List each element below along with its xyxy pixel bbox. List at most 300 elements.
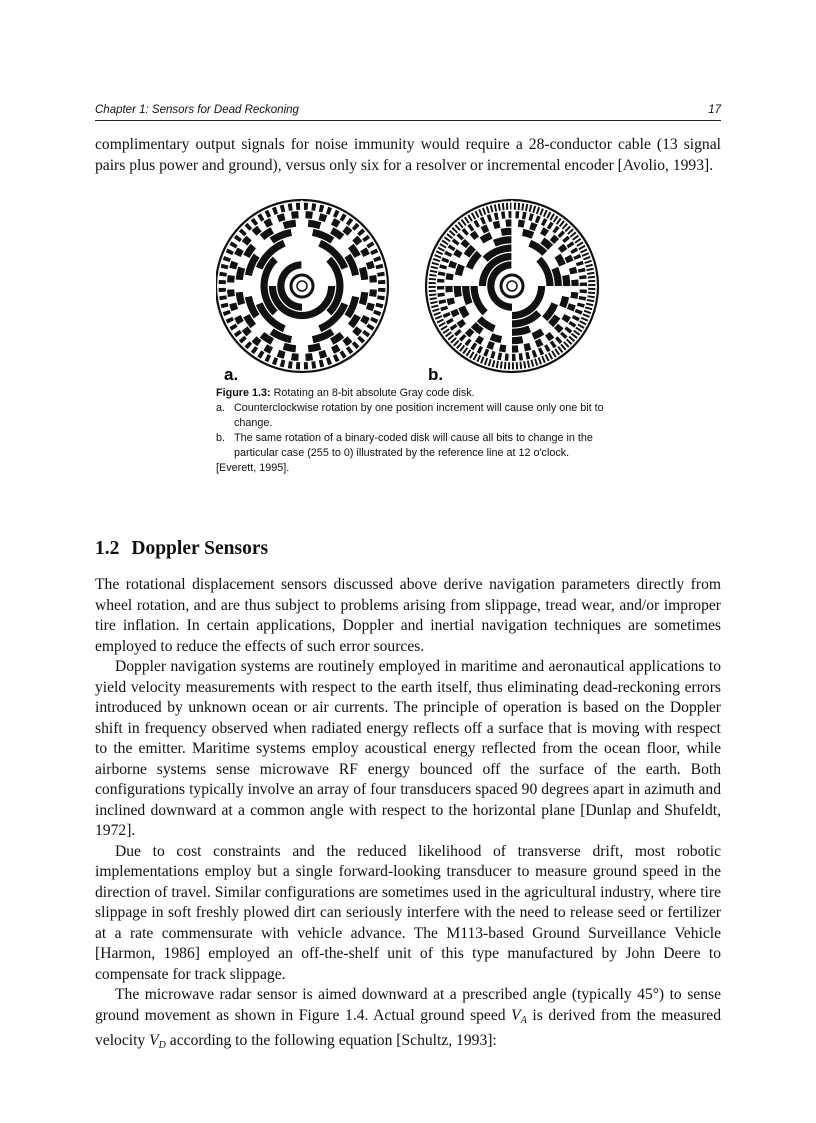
- code-track-segment: [538, 357, 542, 364]
- code-track-segment: [516, 362, 518, 369]
- caption-title-line: [216, 386, 616, 401]
- code-track-segment: [430, 297, 437, 300]
- section-body: [95, 575, 721, 1057]
- caption-item-b: [216, 431, 616, 461]
- caption-item-b-marker: b.: [216, 432, 226, 444]
- code-track-segment: [234, 247, 244, 257]
- code-track-segment: [288, 203, 293, 211]
- code-track-segment: [470, 342, 477, 350]
- code-track-segment: [585, 264, 592, 268]
- code-track-segment: [493, 221, 501, 229]
- code-track-segment: [480, 356, 484, 363]
- code-track-segment: [535, 215, 541, 223]
- paragraph-1: The rotational displacement sensors discussed above derive navigation parameters directly from wheel rotation, and are thus subject to problems arising from slippage, tread wear, and/or improper tire inflation. In certain applications, Doppler and inertial navigation techniques are sometimes employed to reduce the effects of such error sources.: [95, 576, 721, 655]
- code-track-segment: [333, 354, 340, 362]
- code-track-segment: [568, 321, 576, 328]
- page-number: 17: [708, 104, 721, 116]
- code-track-segment: [360, 315, 370, 325]
- code-track-segment: [490, 333, 502, 343]
- code-track-segment: [448, 244, 456, 251]
- code-track-segment: [558, 244, 567, 253]
- code-track-segment: [219, 272, 227, 277]
- code-track-segment: [311, 203, 316, 211]
- code-track-segment: [445, 286, 452, 293]
- code-track-segment: [512, 354, 516, 361]
- code-track-segment: [440, 306, 448, 312]
- paragraph-4-part-1: The microwave radar sensor is aimed downward at a prescribed angle (typically 45°) to sense ground movement as shown in Figure 1.4. Actual ground speed: [95, 986, 721, 1024]
- code-track-segment: [578, 245, 585, 250]
- code-track-segment: [512, 345, 519, 352]
- code-track-segment: [561, 314, 570, 323]
- code-track-segment: [475, 211, 480, 218]
- code-track-segment: [446, 273, 454, 280]
- code-track-segment: [291, 211, 299, 219]
- code-track-segment: [429, 274, 436, 277]
- code-track-segment: [450, 324, 458, 331]
- code-track-segment: [476, 355, 481, 362]
- code-track-segment: [296, 362, 300, 369]
- code-track-segment: [523, 361, 526, 368]
- code-track-segment: [587, 295, 594, 298]
- code-track-segment: [283, 220, 297, 229]
- code-track-segment: [431, 305, 438, 309]
- code-track-segment: [308, 343, 322, 352]
- code-track-segment: [564, 255, 573, 264]
- code-track-segment: [541, 356, 546, 363]
- code-track-segment: [434, 254, 441, 258]
- section-heading: [95, 538, 268, 560]
- code-track-segment: [229, 324, 237, 331]
- code-track-segment: [554, 254, 565, 267]
- code-track-segment: [331, 344, 341, 354]
- code-track-segment: [223, 256, 231, 262]
- code-track-segment: [251, 218, 258, 226]
- velocity-a-symbol: V: [511, 1006, 521, 1024]
- code-track-segment: [437, 286, 444, 290]
- code-track-segment: [519, 353, 523, 361]
- code-track-segment: [518, 220, 525, 228]
- code-track-segment: [560, 332, 568, 339]
- code-track-segment: [569, 267, 577, 275]
- code-track-segment: [437, 279, 444, 283]
- code-track-segment: [229, 241, 237, 248]
- code-track-segment: [219, 280, 226, 284]
- code-track-segment: [305, 353, 313, 361]
- code-track-segment: [277, 350, 286, 359]
- code-track-segment: [244, 223, 252, 231]
- code-track-segment: [475, 335, 484, 344]
- code-track-segment: [431, 266, 438, 270]
- code-track-segment: [473, 220, 480, 228]
- code-track-segment: [481, 224, 490, 233]
- code-track-segment: [512, 362, 514, 369]
- code-track-segment: [437, 293, 445, 297]
- code-track-segment: [377, 295, 385, 300]
- code-track-segment: [359, 292, 368, 306]
- code-track-segment: [263, 218, 273, 228]
- code-track-segment: [433, 258, 440, 262]
- code-track-segment: [377, 272, 385, 277]
- code-track-segment: [480, 232, 493, 243]
- code-track-segment: [573, 254, 581, 260]
- code-track-segment: [522, 212, 527, 220]
- disk-hub-center: [297, 281, 307, 291]
- code-track-segment: [544, 344, 551, 352]
- code-track-segment: [219, 295, 227, 300]
- code-track-segment: [362, 330, 370, 337]
- code-track-segment: [477, 346, 483, 354]
- code-track-segment: [577, 302, 585, 307]
- code-track-segment: [497, 353, 502, 361]
- code-track-segment: [455, 264, 465, 276]
- code-track-segment: [236, 267, 245, 281]
- code-track-segment: [543, 210, 548, 217]
- code-track-segment: [234, 330, 242, 337]
- code-track-segment: [429, 278, 436, 281]
- code-track-segment: [504, 362, 507, 369]
- code-track-segment: [550, 213, 555, 220]
- code-track-segment: [550, 234, 559, 243]
- paragraph-4-part-3: according to the following equation [Schultz, 1993]:: [165, 1032, 497, 1049]
- code-track-segment: [446, 318, 454, 325]
- code-track-segment: [554, 324, 563, 333]
- code-track-segment: [438, 271, 446, 276]
- code-track-segment: [499, 344, 506, 352]
- code-track-segment: [576, 261, 584, 267]
- code-track-segment: [239, 336, 247, 344]
- code-track-segment: [436, 250, 443, 255]
- code-track-segment: [488, 359, 492, 366]
- code-track-segment: [444, 251, 452, 257]
- code-track-segment: [429, 282, 436, 284]
- code-track-segment: [515, 211, 519, 218]
- code-track-segment: [429, 286, 436, 288]
- code-track-segment: [501, 228, 512, 236]
- code-track-segment: [457, 319, 466, 328]
- code-track-segment: [585, 306, 592, 310]
- code-track-segment: [559, 296, 569, 308]
- code-track-segment: [525, 204, 528, 211]
- code-track-segment: [498, 204, 501, 211]
- code-track-segment: [357, 228, 365, 236]
- code-track-segment: [288, 361, 293, 369]
- code-track-segment: [219, 288, 226, 292]
- code-track-segment: [522, 229, 534, 239]
- code-track-segment: [545, 354, 550, 361]
- code-track-segment: [319, 359, 325, 367]
- code-track-segment: [552, 226, 559, 234]
- code-track-segment: [331, 218, 341, 228]
- code-track-segment: [277, 213, 286, 222]
- code-track-segment: [366, 302, 375, 311]
- code-track-segment: [518, 203, 521, 210]
- code-track-segment: [473, 353, 478, 360]
- code-track-segment: [370, 317, 378, 324]
- code-track-segment: [375, 303, 383, 309]
- code-track-segment: [226, 317, 234, 324]
- code-track-segment: [430, 301, 437, 304]
- code-track-segment: [453, 249, 462, 258]
- code-track-segment: [263, 344, 273, 354]
- code-track-segment: [265, 354, 272, 362]
- code-track-segment: [519, 362, 522, 369]
- code-track-segment: [500, 361, 503, 368]
- code-track-segment: [531, 359, 535, 366]
- code-track-segment: [429, 293, 436, 296]
- code-track-segment: [257, 213, 264, 221]
- code-track-segment: [462, 228, 469, 236]
- code-track-segment: [546, 212, 551, 219]
- code-track-segment: [239, 228, 247, 236]
- code-track-segment: [458, 306, 469, 319]
- code-track-segment: [514, 203, 516, 210]
- code-track-segment: [236, 292, 245, 306]
- code-track-segment: [521, 203, 524, 210]
- code-track-segment: [566, 241, 574, 248]
- code-track-segment: [357, 336, 365, 344]
- code-track-segment: [588, 288, 595, 290]
- code-track-segment: [534, 358, 538, 365]
- code-track-segment: [272, 207, 278, 215]
- code-track-segment: [480, 217, 486, 225]
- code-track-segment: [505, 219, 512, 226]
- code-track-segment: [496, 361, 499, 368]
- code-track-segment: [588, 292, 595, 295]
- code-track-segment: [378, 288, 385, 292]
- code-track-segment: [308, 220, 322, 229]
- code-track-segment: [346, 346, 353, 354]
- code-track-segment: [490, 351, 495, 359]
- code-track-segment: [366, 241, 374, 248]
- code-track-segment: [583, 256, 590, 260]
- code-track-segment: [470, 286, 487, 315]
- code-track-segment: [369, 289, 377, 297]
- code-track-segment: [366, 261, 375, 270]
- code-track-segment: [558, 230, 565, 238]
- code-track-segment: [305, 211, 313, 219]
- code-track-segment: [555, 336, 562, 344]
- code-track-segment: [471, 212, 476, 219]
- code-track-segment: [459, 334, 466, 342]
- code-track-segment: [501, 211, 505, 219]
- code-track-segment: [545, 332, 554, 341]
- paragraph-4-part-2: is derived from the measured velocity: [95, 1006, 721, 1049]
- paragraph-4: [95, 985, 721, 1057]
- code-track-segment: [433, 312, 440, 316]
- code-track-segment: [441, 257, 449, 263]
- code-track-segment: [443, 312, 451, 318]
- section-title: Doppler Sensors: [131, 538, 269, 559]
- code-track-segment: [587, 299, 594, 302]
- code-track-segment: [456, 233, 464, 240]
- code-track-segment: [550, 340, 557, 348]
- code-track-segment: [508, 362, 510, 369]
- code-track-segment: [223, 310, 231, 316]
- code-track-segment: [438, 299, 446, 304]
- code-track-segment: [221, 264, 229, 270]
- code-track-segment: [366, 324, 374, 331]
- code-track-segment: [227, 275, 235, 283]
- code-track-segment: [492, 360, 496, 367]
- code-track-segment: [229, 261, 238, 270]
- code-track-segment: [296, 203, 300, 210]
- code-track-segment: [580, 282, 587, 286]
- code-track-segment: [318, 213, 327, 222]
- code-track-segment: [482, 207, 486, 214]
- caption-item-a: [216, 401, 616, 431]
- code-track-segment: [536, 207, 540, 214]
- code-track-segment: [582, 313, 589, 317]
- code-track-segment: [226, 249, 234, 256]
- code-track-segment: [580, 249, 587, 254]
- code-track-segment: [562, 275, 570, 286]
- code-track-segment: [304, 203, 308, 210]
- code-track-segment: [567, 303, 576, 311]
- code-track-segment: [375, 264, 383, 270]
- code-track-segment: [562, 236, 570, 243]
- code-track-segment: [579, 275, 587, 279]
- caption-item-b-text: The same rotation of a binary-coded disk will cause all bits to change in the particular case (255 to 0) illustrated by the reference line at 12 o'clock.: [234, 432, 593, 459]
- code-track-segment: [572, 315, 580, 321]
- code-track-segment: [470, 231, 479, 240]
- code-track-segment: [265, 210, 272, 218]
- caption-citation: [Everett, 1995].: [216, 462, 290, 474]
- code-track-segment: [487, 214, 493, 222]
- caption-text: Rotating an 8-bit absolute Gray code disk.: [273, 387, 475, 399]
- code-track-segment: [447, 298, 455, 306]
- code-track-segment: [430, 270, 437, 273]
- code-track-segment: [244, 341, 252, 349]
- code-track-segment: [435, 315, 442, 320]
- code-track-segment: [539, 208, 543, 215]
- code-track-segment: [525, 352, 530, 360]
- code-track-segment: [370, 249, 378, 256]
- code-track-segment: [506, 203, 508, 210]
- code-track-segment: [432, 308, 439, 312]
- gray-code-disk-a: [216, 200, 388, 372]
- code-track-segment: [564, 326, 572, 333]
- code-track-segment: [469, 351, 474, 358]
- code-track-segment: [532, 350, 538, 358]
- code-track-segment: [280, 359, 286, 367]
- panel-b-label: b.: [428, 365, 444, 382]
- code-track-segment: [582, 252, 589, 257]
- code-track-segment: [524, 343, 532, 351]
- code-track-segment: [229, 302, 238, 311]
- code-track-segment: [439, 243, 446, 248]
- code-track-segment: [505, 354, 509, 361]
- code-track-segment: [529, 222, 537, 231]
- code-track-segment: [352, 341, 360, 349]
- panel-a-label: a.: [224, 365, 239, 382]
- binary-code-disk-b: [426, 200, 598, 372]
- code-track-segment: [588, 284, 595, 286]
- code-track-segment: [494, 204, 497, 211]
- code-track-segment: [538, 347, 544, 355]
- code-track-segment: [318, 350, 327, 359]
- code-track-segment: [454, 329, 462, 336]
- code-track-segment: [340, 213, 347, 221]
- figure-caption: [216, 386, 616, 476]
- code-track-segment: [360, 247, 370, 257]
- disk-hub-ring: [291, 275, 313, 297]
- code-track-segment: [340, 350, 347, 358]
- caption-item-a-text: Counterclockwise rotation by one position increment will cause only one bit to change.: [234, 402, 604, 429]
- code-track-segment: [467, 224, 474, 232]
- velocity-d-symbol: V: [149, 1032, 159, 1049]
- code-track-segment: [460, 239, 469, 248]
- intro-paragraph: complimentary output signals for noise immunity would require a 28-conductor cable (13 signal pairs plus power and ground), versus only six for a resolver or incremental encoder [Avolio, 1993].: [95, 136, 721, 174]
- code-track-segment: [588, 276, 595, 279]
- code-track-segment: [454, 286, 462, 297]
- code-track-segment: [512, 336, 523, 344]
- code-track-segment: [540, 227, 549, 236]
- code-track-segment: [529, 205, 533, 212]
- code-track-segment: [570, 292, 578, 299]
- running-header: [95, 102, 721, 121]
- code-track-segment: [304, 362, 308, 369]
- caption-item-a-marker: a.: [216, 402, 226, 414]
- code-track-segment: [227, 289, 235, 297]
- code-track-segment: [578, 268, 586, 273]
- code-track-segment: [438, 247, 445, 252]
- code-track-segment: [541, 218, 547, 226]
- code-track-segment: [548, 352, 553, 359]
- code-track-segment: [373, 310, 381, 316]
- gray-code-disk-figure: [216, 196, 612, 382]
- code-track-segment: [234, 315, 244, 325]
- code-track-segment: [465, 328, 474, 337]
- code-track-segment: [494, 212, 499, 220]
- code-track-segment: [580, 289, 587, 293]
- velocity-a-subscript: A: [520, 1014, 527, 1026]
- code-track-segment: [439, 264, 447, 269]
- paragraph-2: Doppler navigation systems are routinely employed in maritime and aeronautical applications to yield velocity measurements with respect to the earth itself, thus eliminating dead-reckoning errors introduced by unknown ocean or air currents. The principle of operation is based on the Doppler shift in frequency observed when radiated energy reflects off a surface that is moving with respect to the emitter. Maritime systems employ acoustical energy reflected from the ocean floor, while airborne systems sense microwave RF energy bounced off the surface of the earth. Both configurations typically involve an array of four transducers spaced 90 degrees apart in azimuth and inclined downward at a common angle with respect to the horizontal plane [Dunlap and Shufeldt, 1972].: [95, 658, 721, 839]
- code-track-segment: [586, 303, 593, 307]
- code-track-segment: [571, 279, 578, 286]
- code-track-segment: [450, 309, 459, 318]
- code-track-segment: [527, 360, 530, 367]
- code-track-segment: [532, 328, 545, 339]
- code-track-segment: [452, 238, 460, 245]
- code-track-segment: [570, 247, 578, 254]
- code-track-segment: [251, 346, 258, 354]
- code-track-segment: [359, 267, 368, 281]
- code-track-segment: [587, 272, 594, 275]
- code-track-segment: [352, 223, 360, 231]
- code-track-segment: [333, 210, 340, 218]
- code-track-segment: [486, 341, 494, 350]
- code-track-segment: [448, 260, 457, 268]
- code-track-segment: [378, 280, 385, 284]
- code-track-segment: [234, 235, 242, 242]
- code-track-segment: [579, 320, 586, 325]
- code-track-segment: [575, 309, 583, 315]
- chapter-title: Chapter 1: Sensors for Dead Reckoning: [95, 104, 299, 116]
- code-track-segment: [319, 205, 325, 213]
- code-track-segment: [581, 317, 588, 322]
- code-track-segment: [437, 319, 444, 324]
- code-track-segment: [535, 338, 544, 347]
- code-track-segment: [484, 358, 488, 365]
- code-track-segment: [221, 303, 229, 309]
- code-track-segment: [272, 357, 278, 365]
- code-track-segment: [478, 209, 483, 216]
- code-track-segment: [547, 222, 554, 230]
- code-track-segment: [528, 213, 533, 221]
- code-track-segment: [502, 203, 505, 210]
- code-track-segment: [584, 260, 591, 264]
